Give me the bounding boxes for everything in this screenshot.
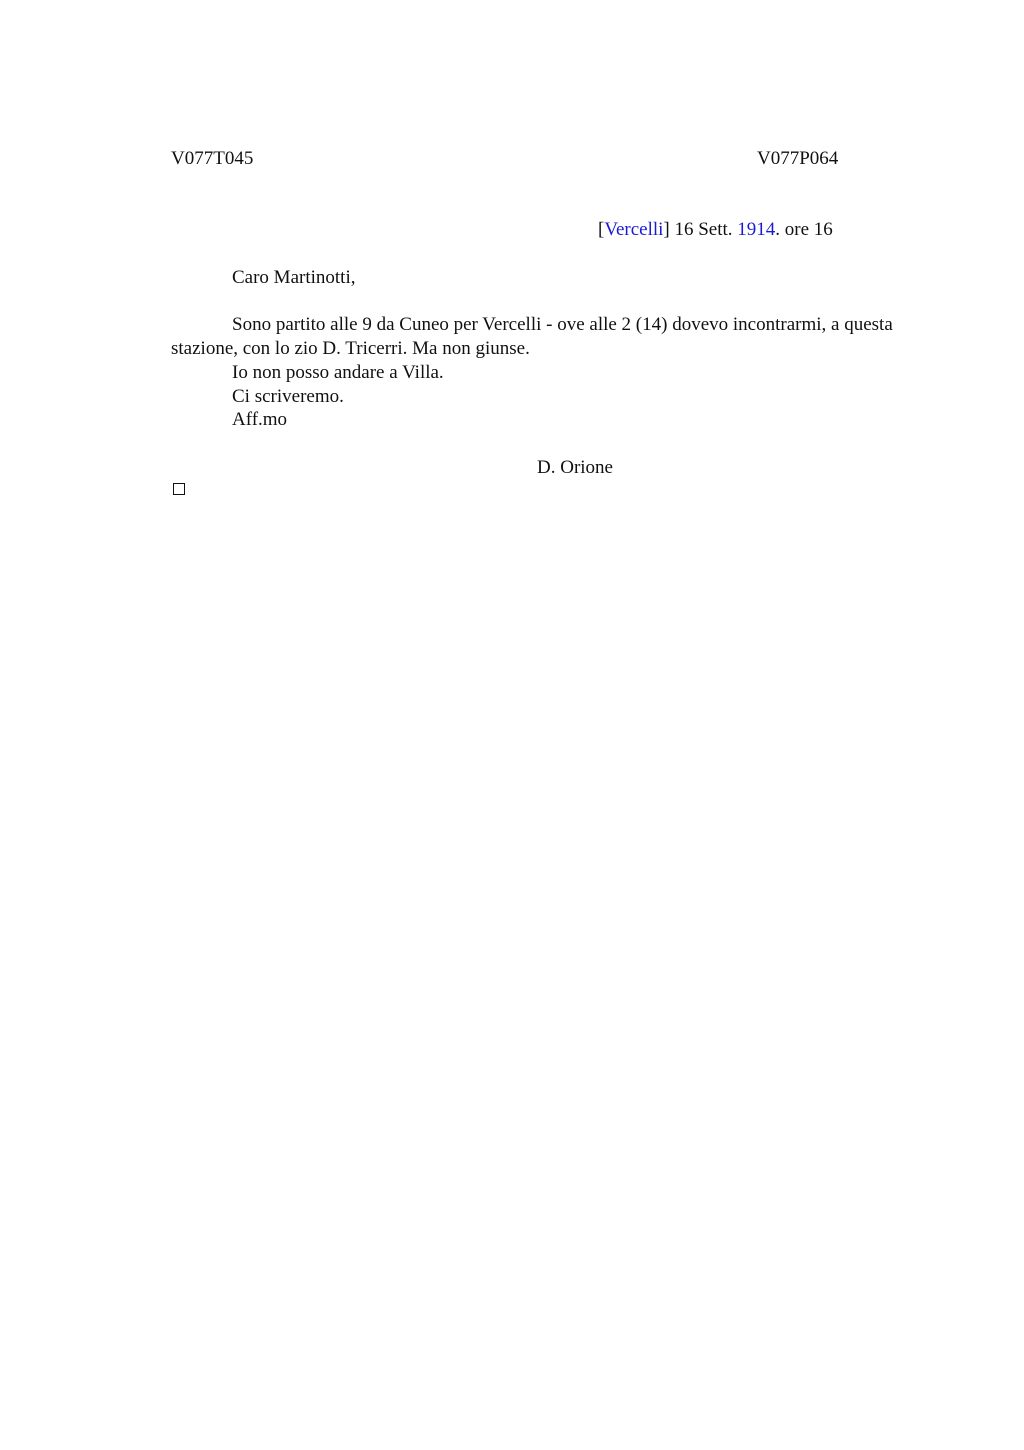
dateline-date: ] 16 Sett. xyxy=(663,219,738,240)
body-paragraph: Sono partito alle 9 da Cuneo per Vercelli - ove alle 2 (14) dovevo incontrarmi, a questa stazione, con lo zio D. Tricerri. Ma non giunse. xyxy=(171,314,893,359)
place-link[interactable]: Vercelli xyxy=(604,219,664,240)
end-marker-box-icon xyxy=(173,483,185,495)
dateline xyxy=(598,218,833,242)
document-code-right: V077P064 xyxy=(757,148,839,169)
salutation: Caro Martinotti, xyxy=(232,267,356,288)
closing: Aff.mo xyxy=(232,409,288,430)
signature: D. Orione xyxy=(537,457,613,478)
dateline-bracket: [ xyxy=(598,219,605,240)
dateline-time: . ore 16 xyxy=(775,219,833,240)
body-line-villa: Io non posso andare a Villa. xyxy=(232,362,444,383)
body-line-scriveremo: Ci scriveremo. xyxy=(232,386,344,407)
document-code-left: V077T045 xyxy=(171,148,254,169)
year-link[interactable]: 1914 xyxy=(737,219,776,240)
